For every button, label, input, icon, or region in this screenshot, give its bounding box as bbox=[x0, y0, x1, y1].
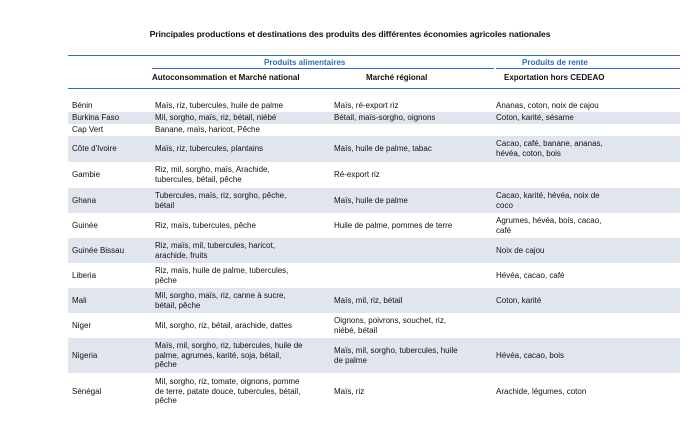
table-title: Principales productions et destinations des produits des différentes économies agricoles nationales bbox=[149, 29, 551, 39]
table-row bbox=[68, 188, 680, 213]
cell-country: Bénin bbox=[72, 101, 93, 110]
col-header-national: Autoconsommation et Marché national bbox=[152, 73, 300, 82]
group-rule-cash bbox=[496, 68, 680, 69]
cell-country: Sénégal bbox=[72, 387, 102, 396]
table-row bbox=[68, 263, 680, 288]
cell-regional: Bétail, maïs-sorgho, oignons bbox=[334, 113, 436, 122]
table-row bbox=[68, 100, 680, 112]
cell-country: Guinée Bissau bbox=[72, 246, 125, 255]
cell-national: Riz, maïs, mil, tubercules, haricot, arachide, fruits bbox=[155, 241, 276, 260]
cell-national: Riz, maïs, tubercules, pêche bbox=[155, 221, 256, 230]
cell-export: Cacao, café, banane, ananas, hévéa, coton, bois bbox=[496, 139, 603, 158]
cell-country: Cap Vert bbox=[72, 125, 104, 134]
cell-national: Banane, maïs, haricot, Pêche bbox=[155, 125, 260, 134]
cell-national: Maïs, riz, tubercules, huile de palme bbox=[155, 101, 284, 110]
cell-country: Liberia bbox=[72, 271, 97, 280]
cell-country: Guinée bbox=[72, 221, 98, 230]
cell-national: Riz, mil, sorgho, maïs, Arachide, tubercules, bétail, pêche bbox=[155, 165, 270, 184]
cell-regional: Maïs, huile de palme bbox=[334, 196, 408, 205]
cell-national: Tubercules, maïs, riz, sorgho, pêche, bétail bbox=[155, 191, 287, 210]
header-rule bbox=[68, 88, 680, 89]
cell-country: Côte d'Ivoire bbox=[72, 144, 117, 153]
table-row bbox=[68, 288, 680, 313]
cell-regional: Maïs, huile de palme, tabac bbox=[334, 144, 432, 153]
cell-country: Nigeria bbox=[72, 351, 98, 360]
table-row bbox=[68, 313, 680, 338]
cell-export: Ananas, coton, noix de cajou bbox=[496, 101, 599, 110]
cell-national: Maïs, mil, sorgho, riz, tubercules, huile de palme, agrumes, karité, soja, bétail, pêche bbox=[155, 341, 303, 370]
top-rule bbox=[68, 55, 680, 56]
cell-regional: Ré-export riz bbox=[334, 170, 380, 179]
cell-regional: Huile de palme, pommes de terre bbox=[334, 221, 453, 230]
cell-national: Mil, sorgho, maïs, riz, bétail, niébé bbox=[155, 113, 277, 122]
cell-country: Gambie bbox=[72, 170, 101, 179]
cell-national: Riz, maïs, huile de palme, tubercules, pêche bbox=[155, 266, 289, 285]
table-row bbox=[68, 124, 680, 136]
table-row bbox=[68, 213, 680, 238]
cell-regional: Maïs, mil, sorgho, tubercules, huile de palme bbox=[334, 346, 458, 365]
cell-export: Hévéa, cacao, bois bbox=[496, 351, 565, 360]
cell-export: Arachide, légumes, coton bbox=[496, 387, 587, 396]
cell-regional: Maïs, mil, riz, bétail bbox=[334, 296, 403, 305]
cell-export: Coton, karité bbox=[496, 296, 542, 305]
group-header-cash: Produits de rente bbox=[522, 58, 588, 67]
cell-export: Coton, karité, sésame bbox=[496, 113, 574, 122]
table-row bbox=[68, 338, 680, 373]
cell-regional: Maïs, ré-export riz bbox=[334, 101, 399, 110]
cell-export: Agrumes, hévéa, bois, cacao, café bbox=[496, 216, 602, 235]
cell-national: Maïs, riz, tubercules, plantains bbox=[155, 144, 264, 153]
group-header-food: Produits alimentaires bbox=[264, 58, 346, 67]
cell-country: Niger bbox=[72, 321, 92, 330]
cell-national: Mil, sorgho, maïs, riz, canne à sucre, bétail, pêche bbox=[155, 291, 286, 310]
cell-national: Mil, sorgho, riz, tomate, oignons, pomme de terre, patate douce, tubercules, bétail, pêche bbox=[155, 377, 301, 406]
table-row bbox=[68, 238, 680, 263]
cell-regional: Oignons, poivrons, souchet, riz, niébé, bétail bbox=[334, 316, 447, 335]
cell-export: Noix de cajou bbox=[496, 246, 545, 255]
cell-country: Burkina Faso bbox=[72, 113, 120, 122]
table-row bbox=[68, 162, 680, 188]
cell-export: Hévéa, cacao, café bbox=[496, 271, 565, 280]
col-header-regional: Marché régional bbox=[366, 73, 428, 82]
group-rule-food bbox=[152, 68, 494, 69]
cell-country: Ghana bbox=[72, 196, 97, 205]
table-row bbox=[68, 112, 680, 124]
table-row bbox=[68, 136, 680, 162]
cell-country: Mali bbox=[72, 296, 87, 305]
cell-regional: Maïs, riz bbox=[334, 387, 365, 396]
col-header-export: Exportation hors CEDEAO bbox=[504, 73, 605, 82]
cell-national: Mil, sorgho, riz, bétail, arachide, dattes bbox=[155, 321, 292, 330]
cell-export: Cacao, karité, hévéa, noix de coco bbox=[496, 191, 600, 210]
table-row bbox=[68, 373, 680, 410]
